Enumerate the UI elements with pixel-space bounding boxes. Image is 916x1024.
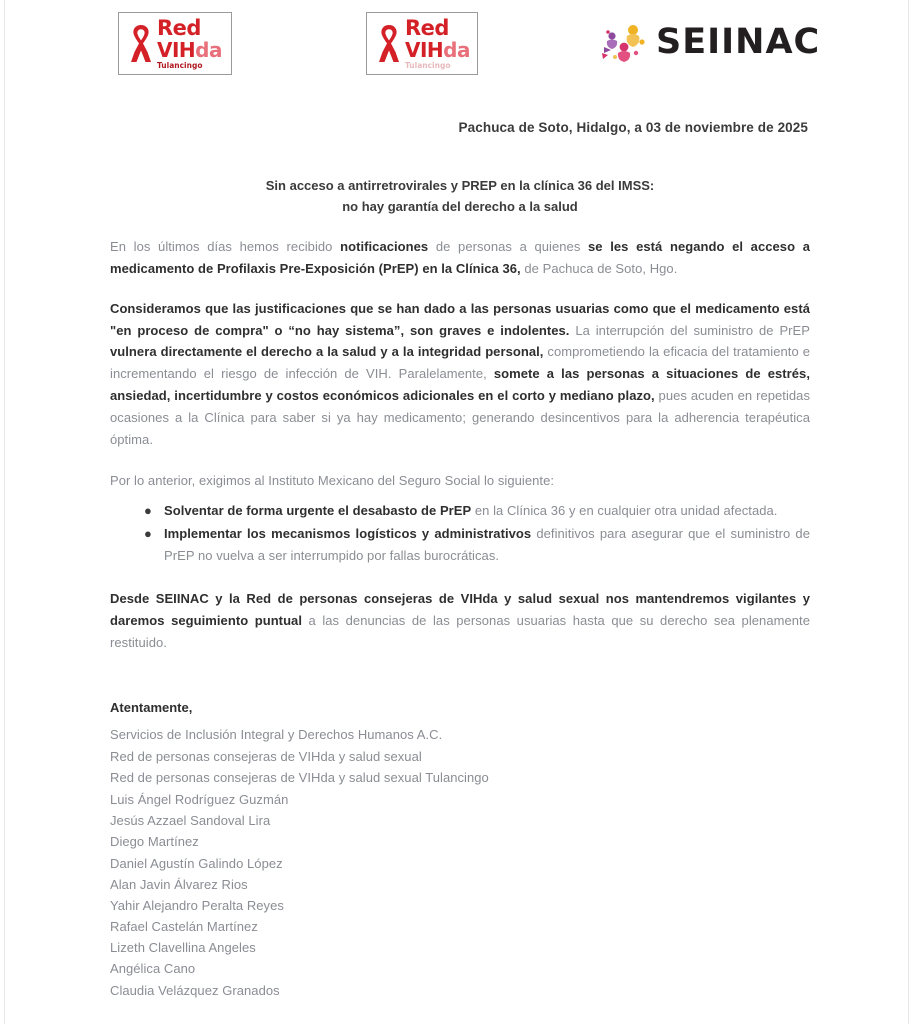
organization-line: Servicios de Inclusión Integral y Derechos Humanos A.C. <box>110 727 443 743</box>
logo-sublabel-tulancingo: Tulancingo <box>157 60 203 70</box>
title-line-1: Sin acceso a antirretrovirales y PREP en la clínica 36 del IMSS: <box>265 178 655 193</box>
logo-word-red: Red <box>405 15 449 40</box>
list-item: ● Solventar de forma urgente el desabasto de PrEP en la Clínica 36 y en cualquier otra unidad afectada. <box>164 500 810 522</box>
page-left-edge <box>4 0 5 1024</box>
seiinac-wordmark: SEIINAC <box>656 21 821 62</box>
logo-word-vihda: VIHda <box>157 37 222 62</box>
signatory-name: Angélica Cano <box>110 961 196 977</box>
signatories-list <box>110 789 810 1001</box>
signatory-name: Diego Martínez <box>110 834 199 850</box>
signatory-name: Yahir Alejandro Peralta Reyes <box>110 897 284 913</box>
document-content <box>110 0 810 1001</box>
signatory-name: Claudia Velázquez Granados <box>110 982 280 998</box>
salutation: Atentamente, <box>110 700 193 716</box>
dateline: Pachuca de Soto, Hidalgo, a 03 de noviembre de 2025 <box>458 120 808 135</box>
paragraph-2: Consideramos que las justificaciones que se han dado a las personas usuarias como que el medicamento está "en proceso de compra" o “no hay sistema”, son graves e indolentes. La interrupción del suministro de PrEP vulnera directamente el derecho a la salud y a la integridad personal, comprometiendo la eficacia del tratamiento e incrementando el riesgo de infección de VIH. Paralelamente, somete a las personas a situaciones de estrés, ansiedad, incertidumbre y costos económicos adicionales en el corto y mediano plazo, pues acuden en repetidas ocasiones a la Clínica para saber si ya hay medicamento; generando desincentivos para la adherencia terapéutica óptima. <box>110 300 810 447</box>
paragraph-3: Por lo anterior, exigimos al Instituto Mexicano del Seguro Social lo siguiente: <box>110 472 555 488</box>
demands-list <box>110 500 810 566</box>
bullet-icon: ● <box>144 526 152 542</box>
signatory-name: Rafael Castelán Martínez <box>110 919 258 935</box>
signatory-name: Luis Ángel Rodríguez Guzmán <box>110 791 289 807</box>
signatory-name: Lizeth Clavellina Angeles <box>110 940 256 956</box>
logo-word-red: Red <box>157 15 201 40</box>
page-right-edge <box>908 0 909 1024</box>
logo-word-vihda: VIHda <box>405 37 470 62</box>
organization-line: Red de personas consejeras de VIHda y salud sexual <box>110 748 422 764</box>
signatory-name: Jesús Azzael Sandoval Lira <box>110 813 271 829</box>
list-item: ● Implementar los mecanismos logísticos y administrativos definitivos para asegurar que el suministro de PrEP no vuelva a ser interrumpido por fallas burocráticas. <box>164 523 810 567</box>
signatory-name: Daniel Agustín Galindo López <box>110 855 283 871</box>
signoff-block <box>110 697 810 1000</box>
signatory-name: Alan Javin Álvarez Rios <box>110 876 248 892</box>
paragraph-4: Desde SEIINAC y la Red de personas consejeras de VIHda y salud sexual nos mantendremos vigilantes y daremos seguimiento puntual a las denuncias de las personas usuarias hasta que su derecho sea plenamente restituido. <box>110 590 810 650</box>
page-title <box>110 175 810 217</box>
bullet-icon: ● <box>144 503 152 519</box>
organization-line: Red de personas consejeras de VIHda y salud sexual Tulancingo <box>110 769 489 785</box>
title-line-2: no hay garantía del derecho a la salud <box>342 199 578 215</box>
paragraph-1: En los últimos días hemos recibido notificaciones de personas a quienes se les está negando el acceso a medicamento de Profilaxis Pre-Exposición (PrEP) en la Clínica 36, de Pachuca de Soto, Hgo. <box>110 239 810 276</box>
logo-sublabel-tulancingo: Tulancingo <box>405 60 451 70</box>
